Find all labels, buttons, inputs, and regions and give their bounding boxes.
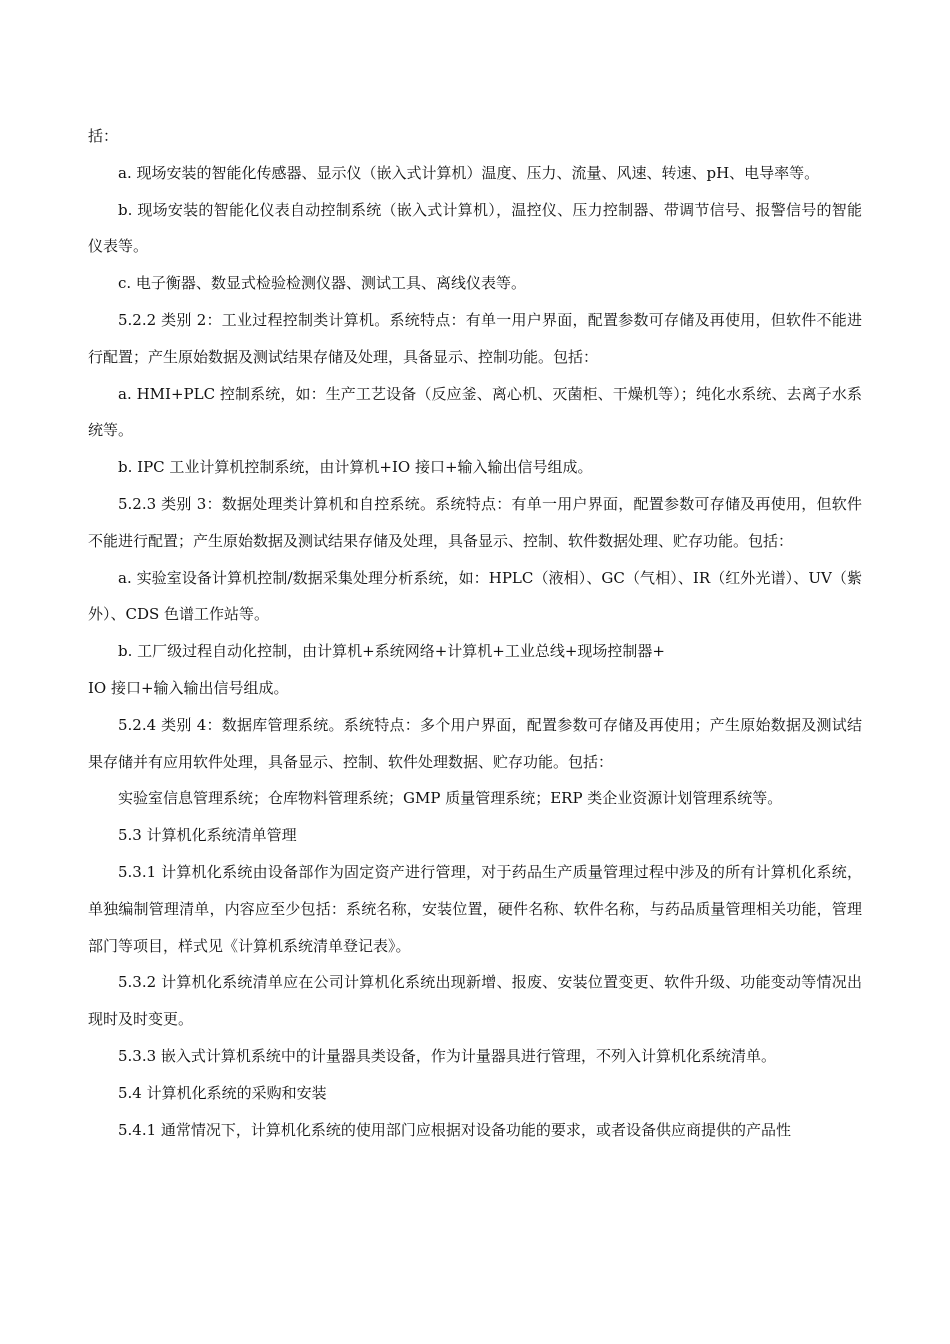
paragraph-5-3-3: 5.3.3 嵌入式计算机系统中的计量器具类设备，作为计量器具进行管理，不列入计算机化系统清单。	[118, 1046, 776, 1065]
paragraph-continuation: 括：	[88, 127, 119, 145]
paragraph-item-b-plant-automation: b. 工厂级过程自动化控制，由计算机+系统网络+计算机+工业总线+现场控制器+	[118, 642, 665, 661]
paragraph-5-3-1: 5.3.1 计算机化系统由设备部作为固定资产进行管理，对于药品生产质量管理过程中涉及的所有计算机化系统，单独编制管理清单，内容应至少包括：系统名称，安装位置，硬件名称、软件名称，与药品质量管理相关功能，管理部门等项目，样式见《计算机系统清单登记表》。	[88, 862, 862, 955]
paragraph-item-c-scales: c. 电子衡器、数显式检验检测仪器、测试工具、离线仪表等。	[118, 274, 526, 293]
paragraph-5-2-4: 5.2.4 类别 4：数据库管理系统。系统特点：多个用户界面，配置参数可存储及再使用；产生原始数据及测试结果存储并有应用软件处理，具备显示、控制、软件处理数据、贮存功能。包括：	[88, 715, 862, 771]
paragraph-item-a-sensors: a. 现场安装的智能化传感器、显示仪（嵌入式计算机）温度、压力、流量、风速、转速、pH、电导率等。	[118, 163, 820, 182]
paragraph-item-a-lab-systems: a. 实验室设备计算机控制/数据采集处理分析系统，如：HPLC（液相）、GC（气相）、IR（红外光谱）、UV（紫外）、CDS 色谱工作站等。	[88, 568, 862, 624]
paragraph-item-b-ipc: b. IPC 工业计算机控制系统，由计算机+IO 接口+输入输出信号组成。	[118, 458, 593, 477]
paragraph-5-4-1: 5.4.1 通常情况下，计算机化系统的使用部门应根据对设备功能的要求，或者设备供应商提供的产品性	[118, 1120, 791, 1139]
section-heading-5-3: 5.3 计算机化系统清单管理	[118, 826, 297, 845]
section-heading-5-4: 5.4 计算机化系统的采购和安装	[118, 1083, 327, 1102]
paragraph-item-a-hmi-plc: a. HMI+PLC 控制系统，如：生产工艺设备（反应釜、离心机、灭菌柜、干燥机等）；纯化水系统、去离子水系统等。	[88, 384, 862, 440]
paragraph-database-systems: 实验室信息管理系统；仓库物料管理系统；GMP 质量管理系统；ERP 类企业资源计划管理系统等。	[118, 789, 783, 808]
paragraph-item-b-instruments: b. 现场安装的智能化仪表自动控制系统（嵌入式计算机），温控仪、压力控制器、带调节信号、报警信号的智能仪表等。	[88, 200, 862, 256]
paragraph-item-b-plant-automation-cont: IO 接口+输入输出信号组成。	[88, 678, 289, 697]
paragraph-5-2-3: 5.2.3 类别 3：数据处理类计算机和自控系统。系统特点：有单一用户界面，配置参数可存储及再使用，但软件不能进行配置；产生原始数据及测试结果存储及处理，具备显示、控制、软件数据处理、贮存功能。包括：	[88, 494, 862, 550]
paragraph-5-2-2: 5.2.2 类别 2：工业过程控制类计算机。系统特点：有单一用户界面，配置参数可存储及再使用，但软件不能进行配置；产生原始数据及测试结果存储及处理，具备显示、控制功能。包括：	[88, 310, 862, 366]
paragraph-5-3-2: 5.3.2 计算机化系统清单应在公司计算机化系统出现新增、报废、安装位置变更、软件升级、功能变动等情况出现时及时变更。	[88, 973, 862, 1029]
